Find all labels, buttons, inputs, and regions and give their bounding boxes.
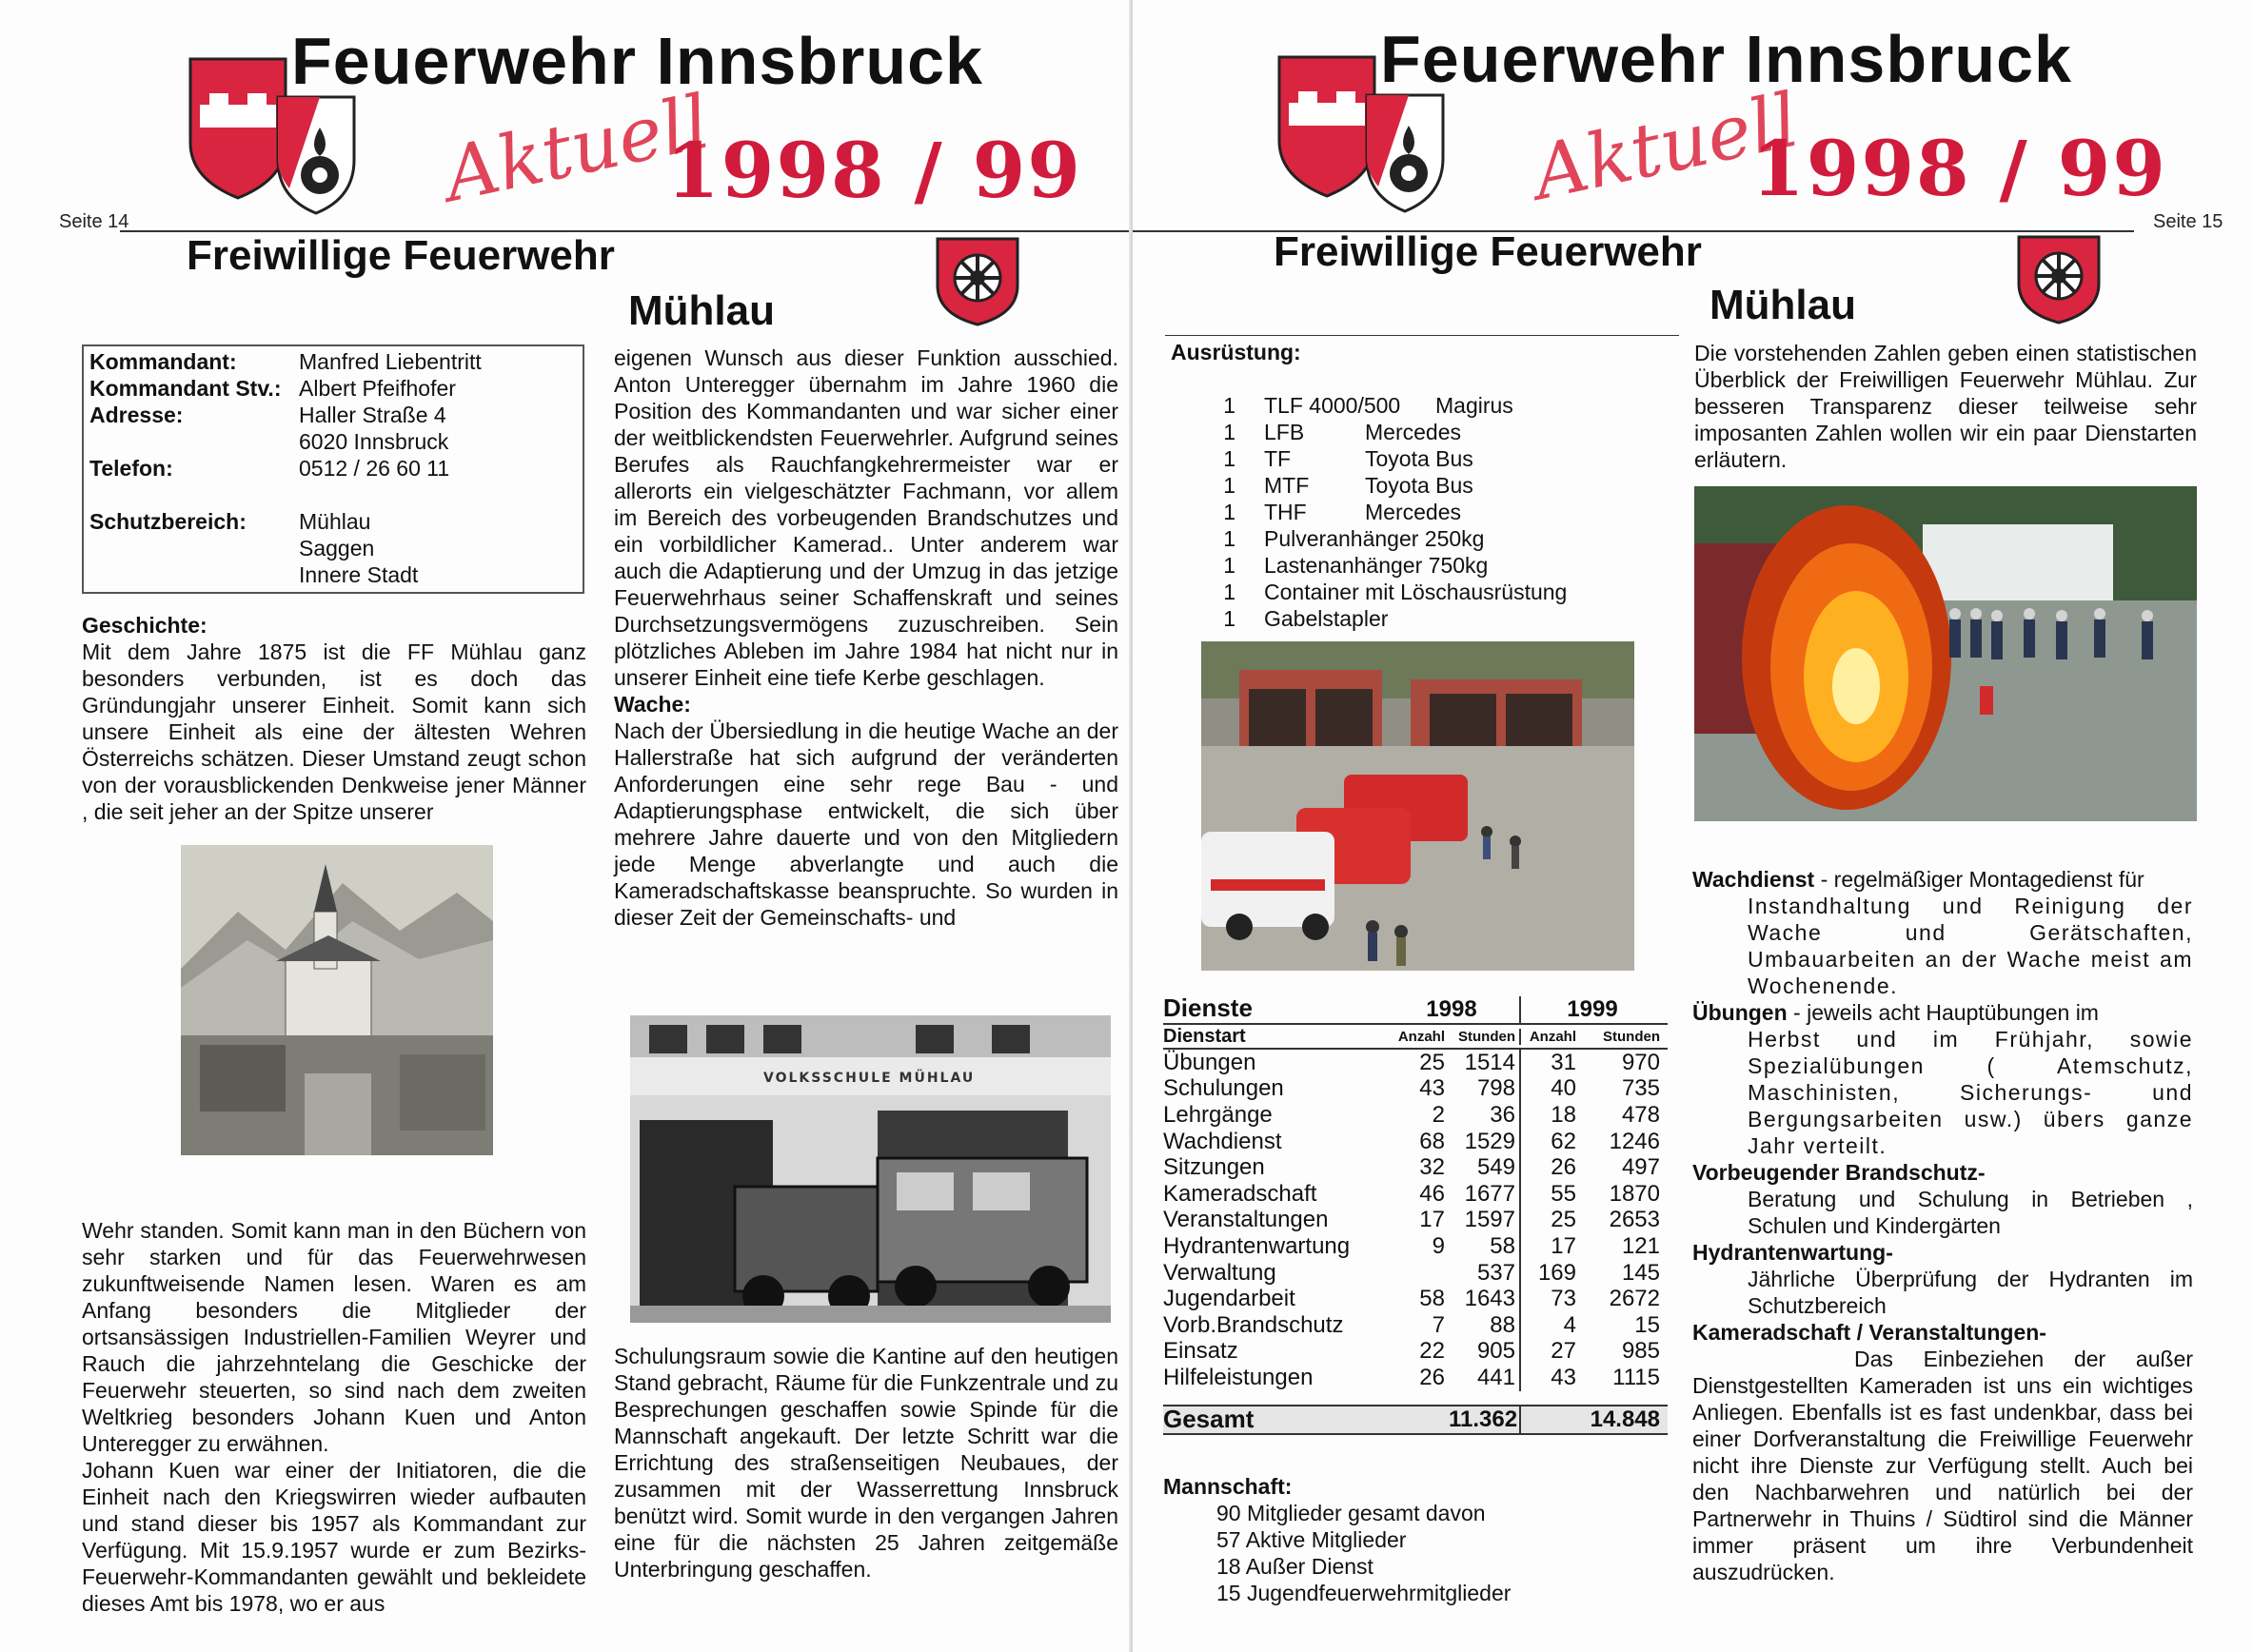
- table-row: [1163, 1050, 1668, 1076]
- table-row: [1163, 1208, 1668, 1234]
- list-item: 1 Gabelstapler: [1223, 606, 1389, 631]
- geschichte-paragraph: Johann Kuen war einer der Initiatoren, die die Einheit nach den Kriegswirren wieder aufbauten und stand dieser bis 1957 als Kommandant zur Verfügung. Mit 15.9.1957 wurde er zum Bezirks-Feuerwehr-Kommandanten gewählt und bekleidete dieses Amt bis 1978, wo er aus: [82, 1458, 586, 1616]
- table-cell: 36: [1449, 1102, 1521, 1129]
- table-cell: 26: [1551, 1154, 1576, 1181]
- table-cell: 27: [1551, 1338, 1576, 1365]
- list-item: 1 TF Toyota Bus: [1223, 446, 1473, 471]
- row-label: Übungen: [1163, 1049, 1256, 1075]
- table-cell: 15: [1634, 1311, 1660, 1338]
- history-paragraph: eigenen Wunsch aus dieser Funktion ausschied. Anton Unteregger übernahm im Jahre 1960 die Position des Kommandanten und war sicher einer der weitblickendsten Feuerwehrler. Aufgrund seines Berufes als Rauchfangkehrermeister war er allerorts ein vielgeschätzter Fachmann, vor allem im Bereich des vorbeugenden Brandschutzes und ein vorbildlicher Kamerad.. Unter anderem war auch die Adaptierung und der Umzug in das jetzige Feuerwehrhaus seiner Schaffenskraft und seines Durchsetzungsvermögens zuzuschreiben. Sein plötzliches Ableben im Jahre 1984 hat nicht nur in unserer Einheit eine tiefe Kerbe geschlagen.: [614, 345, 1118, 690]
- info-label: Kommandant:: [89, 349, 237, 374]
- header-aktuell: Aktuell: [1526, 77, 1807, 217]
- geschichte-heading: Geschichte:: [82, 613, 208, 638]
- firestation-photo: [1201, 641, 1634, 971]
- definition-wachdienst: Wachdienst - regelmäßiger Montagedienst für Instandhaltung und Reinigung der Wache und Gerätschaften, Umbauarbeiten an der Wache meist am Wochenende.: [1692, 867, 2193, 998]
- info-label: Kommandant Stv.:: [89, 376, 282, 401]
- table-header: [1163, 994, 1668, 1023]
- info-value: Haller Straße 4: [299, 403, 446, 427]
- church-photo: [181, 845, 493, 1155]
- table-cell: 9: [1432, 1232, 1445, 1259]
- row-label: Kameradschaft: [1163, 1180, 1317, 1207]
- wache-heading: Wache:: [614, 692, 691, 717]
- info-value: Manfred Liebentritt: [299, 349, 482, 374]
- info-label: Adresse:: [89, 403, 184, 427]
- table-cell: 68: [1419, 1128, 1445, 1154]
- table-row: [1163, 1339, 1668, 1366]
- header-title: Feuerwehr Innsbruck: [1380, 22, 2072, 96]
- table-cell: 43: [1551, 1364, 1576, 1390]
- list-item: 1 MTF Toyota Bus: [1223, 473, 1473, 498]
- table-cell: 905: [1449, 1338, 1521, 1365]
- table-cell: 73: [1551, 1286, 1576, 1312]
- row-label: Einsatz: [1163, 1338, 1238, 1365]
- column-year: 1999: [1567, 996, 1618, 1022]
- table-cell: 58: [1419, 1286, 1445, 1312]
- table-cell: 441: [1449, 1365, 1521, 1391]
- table-cell: 40: [1551, 1075, 1576, 1102]
- row-label: Schulungen: [1163, 1075, 1284, 1102]
- contact-infobox: [82, 344, 584, 594]
- list-item: 1 TLF 4000/500 Magirus: [1223, 393, 1513, 418]
- table-cell: 1677: [1449, 1181, 1521, 1208]
- service-definitions: [1692, 866, 2193, 1585]
- table-cell: 43: [1419, 1075, 1445, 1102]
- school-sign: VOLKSSCHULE MÜHLAU: [763, 1071, 976, 1086]
- table-row: [1163, 1076, 1668, 1103]
- row-label: Vorb.Brandschutz: [1163, 1311, 1344, 1338]
- table-cell: 1597: [1449, 1207, 1521, 1233]
- header-year: 1998 / 99: [666, 126, 1082, 215]
- table-row: [1163, 1260, 1668, 1287]
- table-cell: 1115: [1612, 1364, 1660, 1390]
- table-cell: 62: [1551, 1128, 1576, 1154]
- table-row: [1163, 1312, 1668, 1339]
- column-rule: [1165, 335, 1679, 336]
- table-cell: 22: [1419, 1338, 1445, 1365]
- table-subheader: Dienstart Anzahl Stunden Anzahl Stunden: [1163, 1023, 1668, 1050]
- row-label: Jugendarbeit: [1163, 1286, 1295, 1312]
- list-item: 1 Lastenanhänger 750kg: [1223, 553, 1489, 578]
- row-label: Hilfeleistungen: [1163, 1364, 1314, 1390]
- table-label: Dienste: [1163, 993, 1253, 1022]
- info-label: Telefon:: [89, 456, 173, 481]
- info-value: Mühlau: [299, 509, 371, 534]
- section-title-place: Mühlau: [1710, 282, 1856, 328]
- equipment-list: [1194, 392, 1567, 632]
- list-item: 1 THF Mercedes: [1223, 500, 1461, 524]
- table-row: [1163, 1102, 1668, 1129]
- table-cell: 1246: [1609, 1128, 1660, 1154]
- geschichte-continued: [82, 1217, 586, 1617]
- row-label: Lehrgänge: [1163, 1101, 1273, 1128]
- table-cell: 46: [1419, 1180, 1445, 1207]
- table-cell: 1870: [1609, 1180, 1660, 1207]
- table-cell: 735: [1621, 1075, 1660, 1102]
- table-cell: 17: [1551, 1232, 1576, 1259]
- info-value: 0512 / 26 60 11: [299, 456, 450, 481]
- table-cell: 25: [1551, 1207, 1576, 1233]
- table-cell: 970: [1621, 1049, 1660, 1075]
- table-cell: 18: [1551, 1101, 1576, 1128]
- row-label: Veranstaltungen: [1163, 1207, 1329, 1233]
- ausruestung-heading: Ausrüstung:: [1171, 340, 1301, 364]
- ausruestung-block: [1171, 339, 1456, 365]
- fire-training-photo: [1694, 486, 2197, 821]
- list-item: 1 Pulveranhänger 250kg: [1223, 526, 1485, 551]
- muehlau-crest-icon: [935, 236, 1020, 327]
- info-value: Albert Pfeifhofer: [299, 376, 456, 401]
- info-value: Saggen: [299, 536, 375, 560]
- geschichte-paragraph: Mit dem Jahre 1875 ist die FF Mühlau ganz besonders verbunden, ist es doch das Gründungjahr unserer Einheit. Somit kann sich unsere Einheit als eine der ältesten Wehren Österreichs schätzen. Dieser Umstand zeugt schon von der vorausblickenden Denkweise jener Männer , die seit jeher an der Spitze unserer: [82, 639, 586, 824]
- info-value: Innere Stadt: [299, 562, 419, 587]
- definition-uebungen: Übungen - jeweils acht Hauptübungen im Herbst und im Frühjahr, sowie Spezialübungen ( Atemschutz, Maschinisten, Sicherungs- und Bergungsarbeiten usw.) übers ganze Jahr verteilt.: [1692, 1000, 2193, 1158]
- table-cell: 17: [1419, 1207, 1445, 1233]
- table-cell: 88: [1449, 1312, 1521, 1339]
- table-cell: 26: [1419, 1364, 1445, 1390]
- list-item: 1 LFB Mercedes: [1223, 420, 1461, 444]
- section-title: Freiwillige Feuerwehr: [1274, 228, 1702, 275]
- muehlau-crest-icon: [2016, 234, 2102, 325]
- wache-paragraph: Schulungsraum sowie die Kantine auf den heutigen Stand gebracht, Räume für die Funkzentrale und zu Besprechungen geschaffen sowie Spinde für die Mannschaft angekauft. Der letzte Schritt war die Errichtung des straßenseitigen Neubaues, der zusammen mit der Wasserrettung Innsbruck benützt wird. Somit wurde in den vergangen Jahren eine für die nächsten 25 Jahren zeitgemäße Unterbringung geschaffen.: [614, 1344, 1118, 1582]
- list-item: 15 Jugendfeuerwehrmitglieder: [1216, 1581, 1512, 1605]
- table-cell: 2672: [1609, 1286, 1660, 1312]
- table-cell: 32: [1419, 1154, 1445, 1181]
- table-cell: 1514: [1449, 1050, 1521, 1076]
- geschichte-block: [82, 612, 586, 825]
- table-cell: 2653: [1609, 1207, 1660, 1233]
- row-label: Wachdienst: [1163, 1128, 1282, 1154]
- table-row: [1163, 1154, 1668, 1181]
- list-item: 90 Mitglieder gesamt davon: [1216, 1501, 1486, 1525]
- row-label: Sitzungen: [1163, 1154, 1265, 1181]
- wache-continued: [614, 1343, 1118, 1583]
- table-cell: 55: [1551, 1180, 1576, 1207]
- table-cell: 1529: [1449, 1129, 1521, 1155]
- table-cell: 478: [1621, 1101, 1660, 1128]
- info-value: 6020 Innsbruck: [299, 429, 449, 454]
- page-number: Seite 15: [2153, 211, 2223, 232]
- kommandant-history-block: [614, 344, 1118, 931]
- header-title: Feuerwehr Innsbruck: [291, 24, 983, 98]
- table-row: [1163, 1286, 1668, 1312]
- table-cell: 31: [1551, 1049, 1576, 1075]
- wache-paragraph: Nach der Übersiedlung in die heutige Wache an der Hallerstraße hat sich aufgrund der veränderten Anforderungen eine sehr rege Bau - und Adaptierungsphase entwickelt, die sich über mehrere Jahre dauerte und von den Mitgliedern jede Menge abverlangte und auch die Kameradschaftskasse beanspruchte. So wurden in dieser Zeit der Gemeinschafts- und: [614, 718, 1118, 930]
- section-title-place: Mühlau: [628, 287, 775, 334]
- list-item: 18 Außer Dienst: [1216, 1554, 1374, 1579]
- table-cell: 7: [1432, 1311, 1445, 1338]
- table-cell: 169: [1537, 1259, 1576, 1286]
- table-cell: 4: [1563, 1311, 1576, 1338]
- section-title: Freiwillige Feuerwehr: [187, 232, 615, 279]
- definition-brandschutz: Vorbeugender Brandschutz- Beratung und Schulung in Betrieben , Schulen und Kindergärten: [1692, 1160, 2193, 1238]
- geschichte-paragraph: Wehr standen. Somit kann man in den Büchern von sehr starken und für das Feuerwehrwesen zukunftweisende Namen lesen. Waren es am Anfang besonders die Mitglieder der ortsansässigen Industriellen-Familien Weyrer und Rauch die jahrzehntelang die Geschicke der Feuerwehr steuerten, so sind nach dem zweiten Weltkrieg besonders Johann Kuen und Anton Unteregger zu erwähnen.: [82, 1218, 586, 1456]
- table-row: [1163, 1233, 1668, 1260]
- table-cell: 798: [1449, 1075, 1521, 1102]
- table-cell: 497: [1621, 1154, 1660, 1181]
- table-cell: 1643: [1449, 1286, 1521, 1312]
- mannschaft-heading: Mannschaft:: [1163, 1474, 1293, 1499]
- mannschaft-block: [1163, 1473, 1511, 1606]
- table-cell: 25: [1419, 1049, 1445, 1075]
- header-aktuell: Aktuell: [437, 79, 718, 219]
- table-row: [1163, 1365, 1668, 1391]
- table-row: [1163, 1129, 1668, 1155]
- header-year: 1998 / 99: [1751, 124, 2167, 213]
- table-cell: 537: [1449, 1260, 1521, 1287]
- intro-paragraph: Die vorstehenden Zahlen geben einen statistischen Überblick der Freiwilligen Feuerwehr Mühlau. Zur besseren Transparenz dieser teilweise sehr imposanten Zahlen wollen wir ein paar Dienstarten erläutern.: [1694, 341, 2197, 472]
- info-label: Schutzbereich:: [89, 509, 247, 534]
- table-total-row: Gesamt 11.362 14.848: [1163, 1405, 1668, 1435]
- table-cell: 121: [1621, 1232, 1660, 1259]
- page-number: Seite 14: [59, 211, 129, 232]
- table-cell: 145: [1621, 1259, 1660, 1286]
- table-cell: 2: [1432, 1101, 1445, 1128]
- definition-hydrantenwartung: Hydrantenwartung- Jährliche Überprüfung der Hydranten im Schutzbereich: [1692, 1240, 2193, 1318]
- old-firestation-photo: [630, 1015, 1111, 1323]
- table-cell: 58: [1449, 1233, 1521, 1260]
- list-item: 1 Container mit Löschausrüstung: [1223, 580, 1568, 604]
- row-label: Hydrantenwartung: [1163, 1232, 1351, 1259]
- definition-kameradschaft: Kameradschaft / Veranstaltungen- Das Einbeziehen der außer Dienstgestellten Kameraden ist uns ein wichtiges Anliegen. Ebenfalls ist es fast undenkbar, dass bei einer Dorfveranstaltung die Freiwillige Feuerwehr nicht ihre Dienste zur Verfügung stellt. Auch bei den Nachbarwehren und natürlich bei der Partnerwehr in Thuins / Südtirol sind die Männer immer präsent um ihre Verbundenheit auszudrücken.: [1692, 1320, 2193, 1584]
- column-year: 1998: [1384, 996, 1521, 1023]
- table-row: [1163, 1181, 1668, 1208]
- list-item: 57 Aktive Mitglieder: [1216, 1527, 1407, 1552]
- table-cell: 985: [1621, 1338, 1660, 1365]
- services-table: [1163, 994, 1668, 1435]
- row-label: Verwaltung: [1163, 1259, 1276, 1286]
- table-cell: 549: [1449, 1154, 1521, 1181]
